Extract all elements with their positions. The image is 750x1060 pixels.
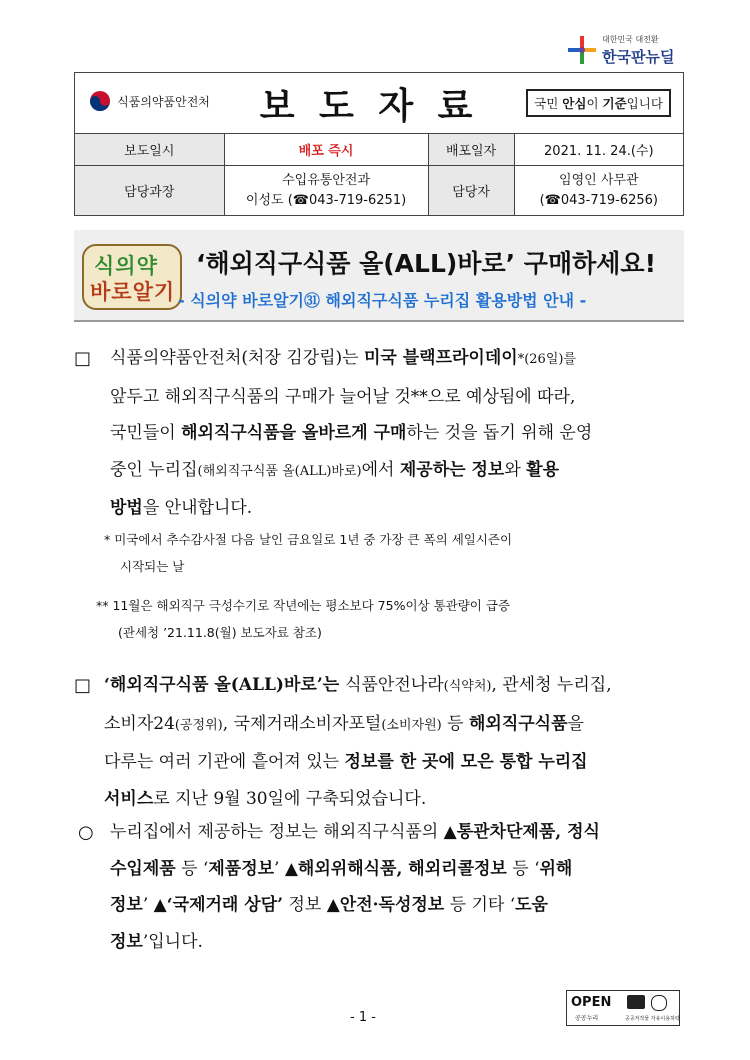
circle-bullet: ○: [78, 822, 94, 843]
brand-name: 한국판뉴딜: [602, 48, 675, 66]
square-bullet: □: [74, 675, 92, 696]
square-bullet: □: [74, 348, 92, 369]
release-date-value: 2021. 11. 24.(수): [514, 134, 683, 166]
paragraph-intro: 식품의약품안전처(처장 김강립)는 미국 블랙프라이데이*(26일)를 앞두고 해외직구식품의 구매가 늘어날 것**으로 예상됨에 따라, 국민들이 해외직구식품을 올바르게 구매하는 것을 돕기 위해 운영 중인 누리집(해외직구식품 올(ALL)바로)에서 제공하는 정보와 활용 방법을 안내합니다.: [110, 348, 593, 518]
title-banner: [74, 230, 684, 322]
slogan-cell: [514, 73, 683, 134]
footnote-1: * 미국에서 추수감사절 다음 날인 금요일로 1년 중 가장 큰 폭의 세일시즌이 시작되는 날: [104, 532, 513, 574]
attribution-icon: [627, 995, 645, 1009]
commercial-use-icon: [651, 995, 667, 1011]
manager-label: 담당과장: [75, 166, 225, 216]
contact-label: 담당자: [428, 166, 514, 216]
agency-cell: [75, 73, 225, 134]
kogl-open-license-badge: OPEN 공공누리 공공저작물 자유이용허락: [566, 990, 680, 1026]
release-time-label: 보도일시: [75, 134, 225, 166]
brand-small-text: 대한민국 대전환: [602, 35, 659, 44]
paragraph-service: ‘해외직구식품 올(ALL)바로’는 식품안전나라(식약처), 관세청 누리집, 소비자24(공정위), 국제거래소비자포털(소비자원) 등 해외직구식품을 다루는 여러 기관에 흩어져 있는 정보를 한 곳에 모은 통합 누리집 서비스로 지난 9월 30일에 구축되었습니다.: [104, 675, 612, 809]
new-deal-star-icon: [566, 34, 598, 66]
page-title: 보 도 자 료: [224, 73, 514, 134]
page-number: - 1 -: [350, 1010, 376, 1025]
contact-value: 임영인 사무관 (☎043-719-6256): [514, 166, 683, 216]
manager-value: 수입유통안전과 이성도 (☎043-719-6251): [224, 166, 428, 216]
footnote-2: ** 11월은 해외직구 극성수기로 작년에는 평소보다 75%이상 통관량이 급증 (관세청 ’21.11.8(월) 보도자료 참조): [96, 598, 511, 640]
food-drug-knowledge-badge: 식의약 바로알기: [82, 244, 182, 310]
press-header: [74, 72, 684, 216]
subheadline: - 식의약 바로알기㉛ 해외직구식품 누리집 활용방법 안내 -: [178, 291, 587, 310]
slogan-box: 국민 안심이 기준입니다: [526, 89, 671, 117]
release-date-label: 배포일자: [428, 134, 514, 166]
paragraph-info-types: 누리집에서 제공하는 정보는 해외직구식품의 ▲통관차단제품, 정식 수입제품 등 ‘제품정보’ ▲해외위해식품, 해외리콜정보 등 ‘위해 정보’ ▲‘국제거래 상담’ 정보 ▲안전·독성정보 등 기타 ‘도움 정보’입니다.: [110, 822, 600, 952]
mfds-emblem-icon: [89, 90, 111, 112]
headline: ‘해외직구식품 올(ALL)바로’ 구매하세요!: [196, 249, 656, 278]
korean-new-deal-logo: [562, 28, 682, 74]
agency-name: 식품의약품안전처: [117, 94, 210, 109]
press-info-table: [74, 72, 684, 216]
release-time-value: 배포 즉시: [224, 134, 428, 166]
